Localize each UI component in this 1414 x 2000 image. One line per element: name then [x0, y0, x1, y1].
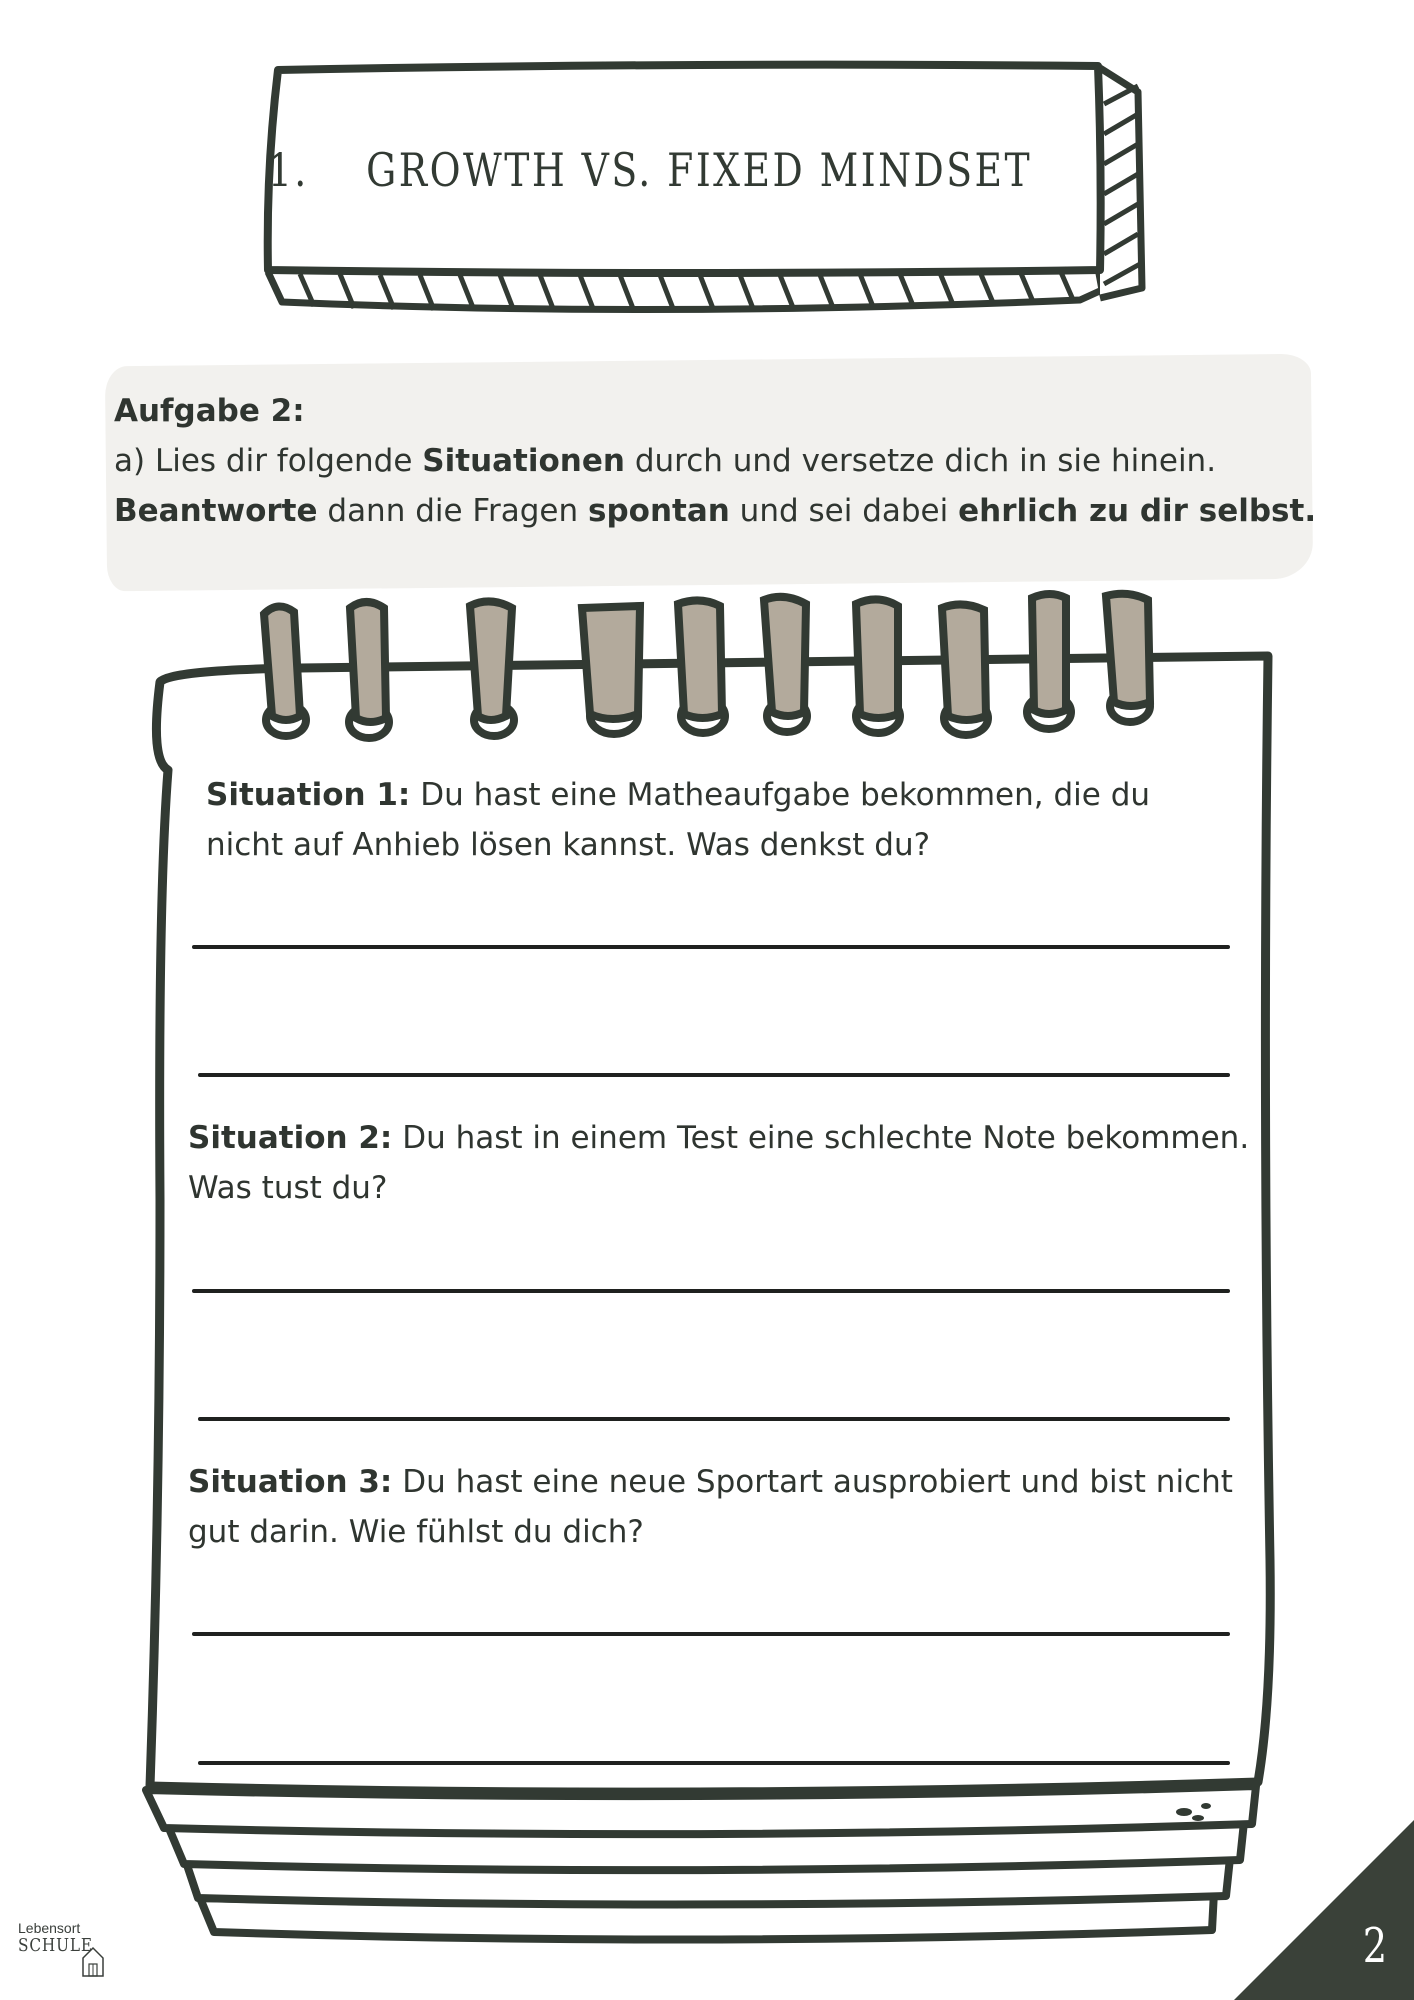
logo-text-top: Lebensort	[18, 1920, 81, 1936]
page-number: 2	[1362, 1918, 1388, 1974]
situation-2-text-line2: Was tust du?	[188, 1170, 388, 1206]
situation-1-text-line2: nicht auf Anhieb lösen kannst. Was denkst du?	[206, 827, 931, 863]
section-number: 1.	[267, 143, 309, 197]
task-line1-bold: Situationen	[422, 443, 625, 479]
task-line2-text-2: und sei dabei	[729, 493, 959, 529]
situation-3-label: Situation 3:	[188, 1464, 393, 1500]
situation-3-text-line2: gut darin. Wie fühlst du dich?	[188, 1514, 644, 1550]
logo-text-bottom: SCHULE	[18, 1935, 93, 1956]
task-line1-end: durch und versetze dich in sie hinein.	[624, 443, 1217, 479]
situation-2-text-line1: Du hast in einem Test eine schlechte Note bekommen.	[392, 1120, 1250, 1156]
task-line2-bold-1: Beantworte	[114, 493, 318, 529]
task-line1-start: a) Lies dir folgende	[114, 443, 423, 479]
task-line2-bold-2: spontan	[588, 493, 730, 529]
task-line2-bold-3: ehrlich zu dir selbst.	[958, 493, 1317, 529]
situation-1-label: Situation 1:	[206, 777, 411, 813]
situation-3-text-line1: Du hast eine neue Sportart ausprobiert und bist nicht	[392, 1464, 1233, 1500]
section-title-text: GROWTH VS. FIXED MINDSET	[366, 143, 1033, 197]
task-heading: Aufgabe 2:	[114, 393, 305, 429]
situation-1-text-line1: Du hast eine Matheaufgabe bekommen, die du	[410, 777, 1151, 813]
task-line2-text-1: dann die Fragen	[317, 493, 588, 529]
situation-2-label: Situation 2:	[188, 1120, 393, 1156]
